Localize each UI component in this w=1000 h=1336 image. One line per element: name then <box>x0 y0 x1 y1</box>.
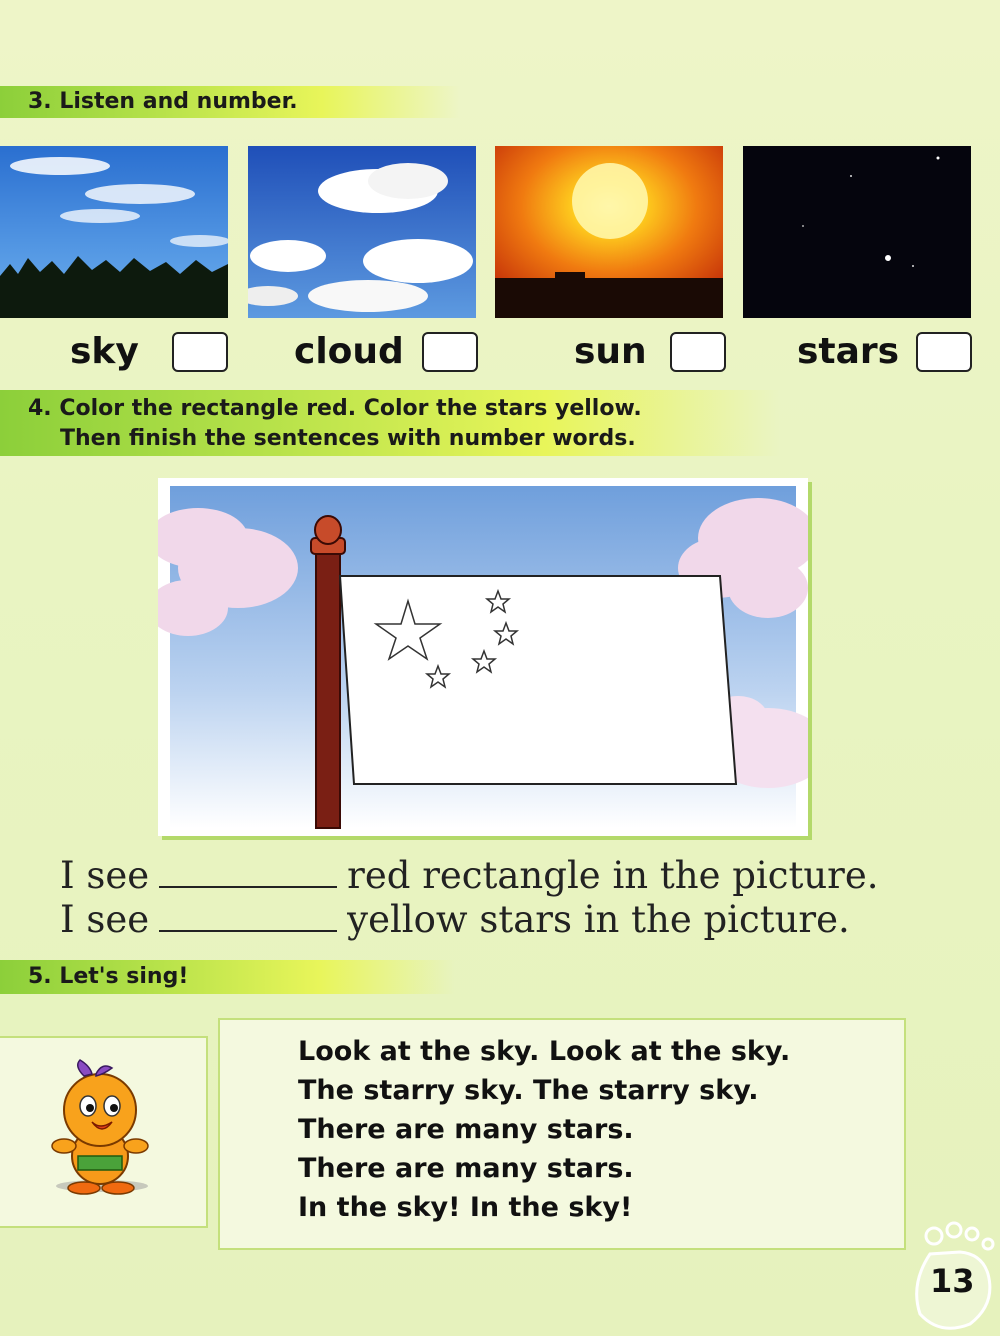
lyric-line-2: The starry sky. The starry sky. <box>298 1075 759 1106</box>
word-sky: sky <box>70 331 139 372</box>
page-number: 13 <box>930 1262 975 1300</box>
lyric-line-3: There are many stars. <box>298 1114 634 1145</box>
sunset-photo <box>495 146 723 318</box>
flag-picture <box>158 478 808 836</box>
flag-rectangle <box>340 576 736 784</box>
word-stars: stars <box>797 331 900 372</box>
exercise4-heading-line2: Then finish the sentences with number words. <box>60 426 636 451</box>
word-cloud: cloud <box>294 331 404 372</box>
lyric-line-4: There are many stars. <box>298 1153 634 1184</box>
chick-mascot <box>0 1038 206 1228</box>
answer-blank-1[interactable] <box>159 856 337 888</box>
number-box-cloud[interactable] <box>422 332 478 372</box>
exercise4-heading-line1: 4. Color the rectangle red. Color the stars yellow. <box>28 396 642 421</box>
number-box-sun[interactable] <box>670 332 726 372</box>
word-sun: sun <box>574 331 647 372</box>
mascot-panel <box>0 1036 208 1228</box>
exercise5-heading: 5. Let's sing! <box>0 960 455 994</box>
cloud-photo <box>248 146 476 318</box>
number-box-stars[interactable] <box>916 332 972 372</box>
sky-photo <box>0 146 228 318</box>
lyric-line-5: In the sky! In the sky! <box>298 1192 633 1223</box>
flagpole <box>311 516 345 828</box>
sentence-2: I see yellow stars in the picture. <box>60 898 850 941</box>
exercise3-heading: 3. Listen and number. <box>0 86 460 118</box>
lyric-line-1: Look at the sky. Look at the sky. <box>298 1036 791 1067</box>
exercise4-heading <box>0 390 780 456</box>
sentence-1: I see red rectangle in the picture. <box>60 854 879 897</box>
night-stars-photo <box>743 146 971 318</box>
answer-blank-2[interactable] <box>159 900 337 932</box>
number-box-sky[interactable] <box>172 332 228 372</box>
